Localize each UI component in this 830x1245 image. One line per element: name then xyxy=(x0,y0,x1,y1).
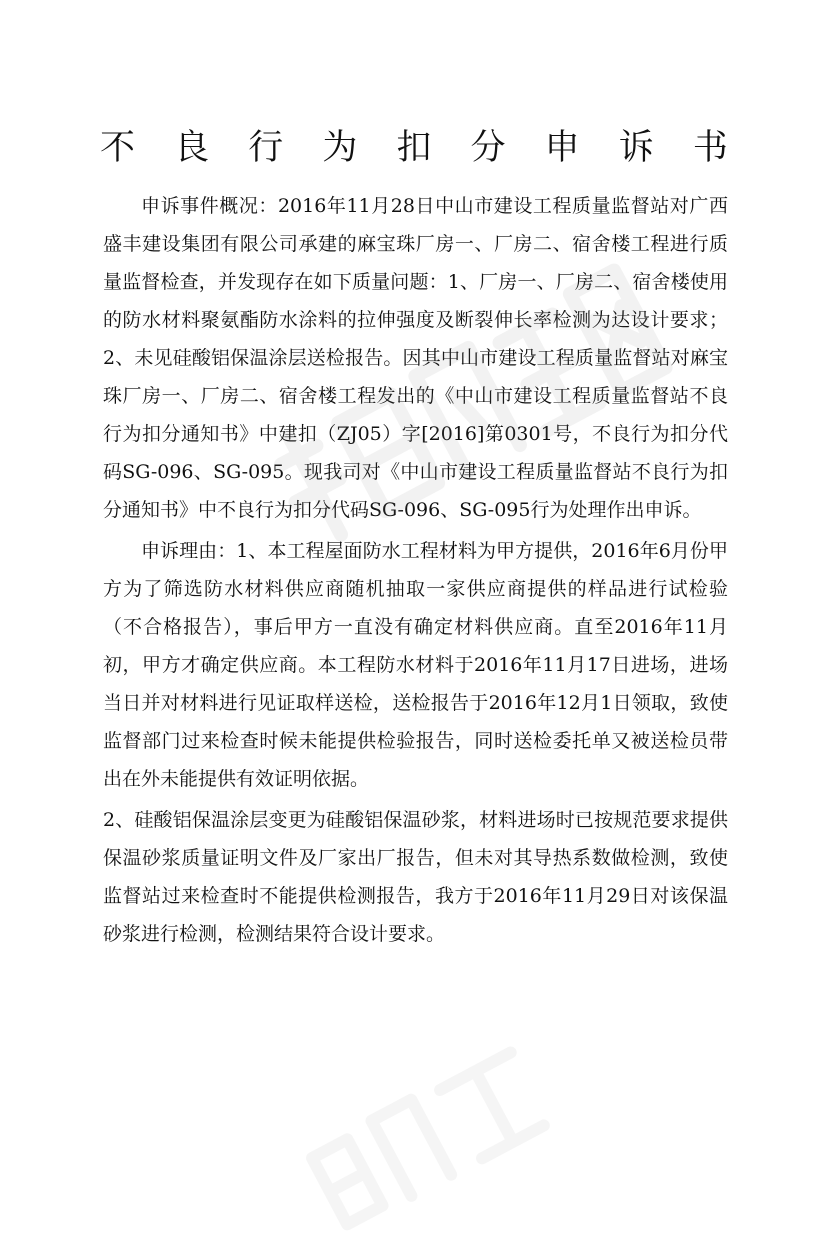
paragraph-appeal-reason-2: 2、硅酸铝保温涂层变更为硅酸铝保温砂浆，材料进场时已按规范要求提供保温砂浆质量证明文件及厂家出厂报告，但未对其导热系数做检测，致使监督站过来检查时不能提供检测报告，我方于2016年11月29日对该保温砂浆进行检测，检测结果符合设计要求。 xyxy=(103,809,728,945)
title-char: 不 xyxy=(100,128,136,168)
title-char: 分 xyxy=(470,128,506,168)
title-char: 扣 xyxy=(396,128,432,168)
title-char: 为 xyxy=(322,128,358,168)
document-title xyxy=(100,128,728,168)
paragraph-appeal-reason-1: 申诉理由：1、本工程屋面防水工程材料为甲方提供，2016年6月份甲方为了筛选防水材料供应商随机抽取一家供应商提供的样品进行试检验（不合格报告），事后甲方一直没有确定材料供应商。直至2016年11月初，甲方才确定供应商。本工程防水材料于2016年11月17日进场，进场当日并对材料进行见证取样送检，送检报告于2016年12月1日领取，致使监督部门过来检查时候未能提供检验报告，同时送检委托单又被送检员带出在外未能提供有效证明依据。 xyxy=(103,540,728,790)
title-char: 书 xyxy=(692,128,728,168)
document-body xyxy=(103,187,728,953)
watermark-icon xyxy=(289,1025,570,1244)
title-char: 行 xyxy=(248,128,284,168)
title-char: 良 xyxy=(174,128,210,168)
title-char: 诉 xyxy=(618,128,654,168)
paragraph-event-overview: 申诉事件概况：2016年11月28日中山市建设工程质量监督站对广西盛丰建设集团有限公司承建的麻宝珠厂房一、厂房二、宿舍楼工程进行质量监督检查，并发现存在如下质量问题：1、厂房一、厂房二、宿舍楼使用的防水材料聚氨酯防水涂料的拉伸强度及断裂伸长率检测为达设计要求；2、未见硅酸铝保温涂层送检报告。因其中山市建设工程质量监督站对麻宝珠厂房一、厂房二、宿舍楼工程发出的《中山市建设工程质量监督站不良行为扣分通知书》中建扣（ZJ05）字[2016]第0301号，不良行为扣分代码SG-096、SG-095。现我司对《中山市建设工程质量监督站不良行为扣分通知书》中不良行为扣分代码SG-096、SG-095行为处理作出申诉。 xyxy=(103,195,728,521)
title-char: 申 xyxy=(544,128,580,168)
